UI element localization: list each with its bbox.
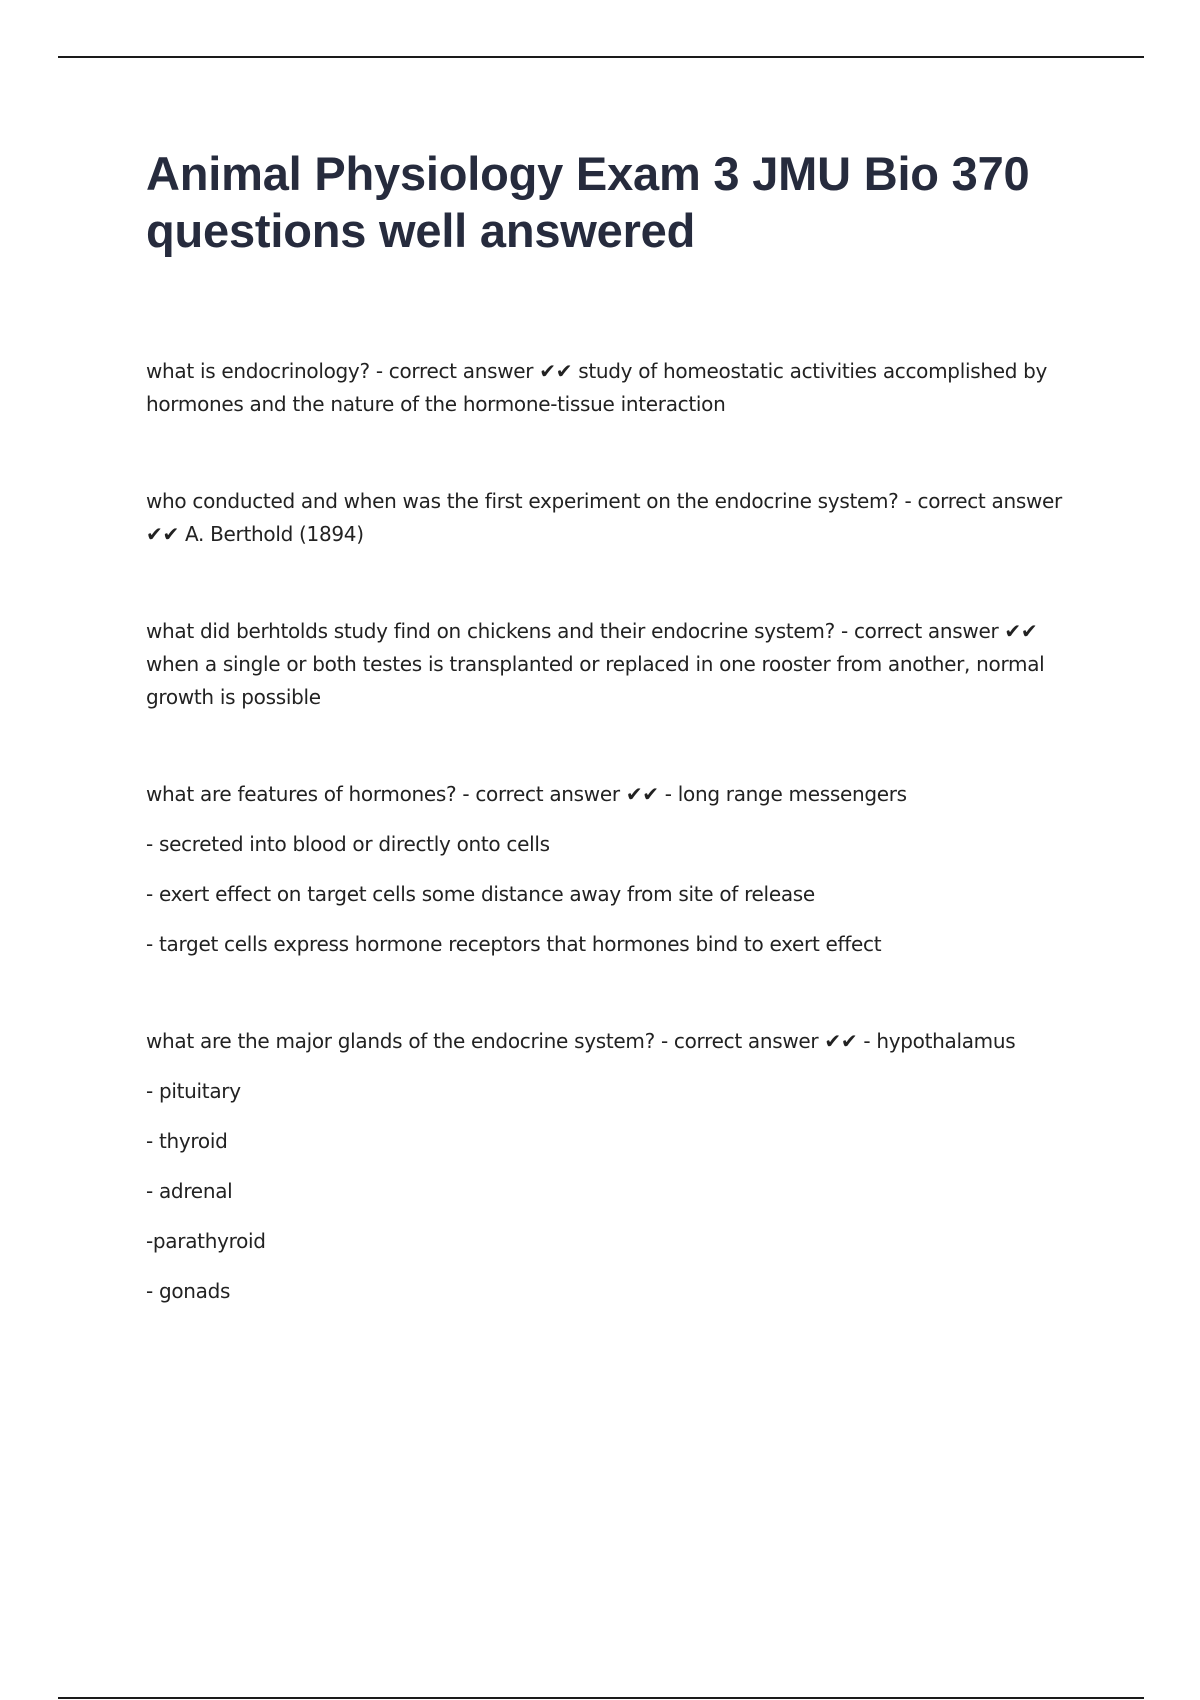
qa-text: what are features of hormones? - correct answer ✔✔ - long range messengers bbox=[146, 782, 907, 806]
qa-text: what is endocrinology? - correct answer ✔✔ study of homeostatic activities accomplished by hormones and the nature of the hormone-tissue interaction bbox=[146, 359, 1048, 416]
qa-text: what are the major glands of the endocrine system? - correct answer ✔✔ - hypothalamus bbox=[146, 1029, 1016, 1053]
qa-subitem: - thyroid bbox=[146, 1129, 228, 1153]
qa-item-3 bbox=[146, 615, 1086, 714]
bottom-rule bbox=[58, 1697, 1144, 1699]
document-title: Animal Physiology Exam 3 JMU Bio 370 questions well answered bbox=[146, 147, 1030, 257]
qa-text: who conducted and when was the first experiment on the endocrine system? - correct answer ✔✔ A. Berthold (1894) bbox=[146, 489, 1062, 546]
qa-item-4 bbox=[146, 778, 1086, 961]
qa-text: what did berhtolds study find on chickens and their endocrine system? - correct answer ✔✔ when a single or both testes is transplanted or replaced in one rooster from another, normal growth is possible bbox=[146, 619, 1045, 709]
qa-subitem: -parathyroid bbox=[146, 1229, 266, 1253]
document-body bbox=[146, 355, 1086, 1308]
qa-item-5 bbox=[146, 1025, 1086, 1308]
qa-subitem: - pituitary bbox=[146, 1079, 241, 1103]
qa-subitem: - secreted into blood or directly onto cells bbox=[146, 832, 550, 856]
qa-subitem: - exert effect on target cells some distance away from site of release bbox=[146, 882, 815, 906]
qa-item-1 bbox=[146, 355, 1086, 421]
top-rule bbox=[58, 56, 1144, 58]
qa-subitem: - target cells express hormone receptors that hormones bind to exert effect bbox=[146, 932, 882, 956]
qa-item-2 bbox=[146, 485, 1086, 551]
qa-subitem: - adrenal bbox=[146, 1179, 233, 1203]
qa-subitem: - gonads bbox=[146, 1279, 231, 1303]
